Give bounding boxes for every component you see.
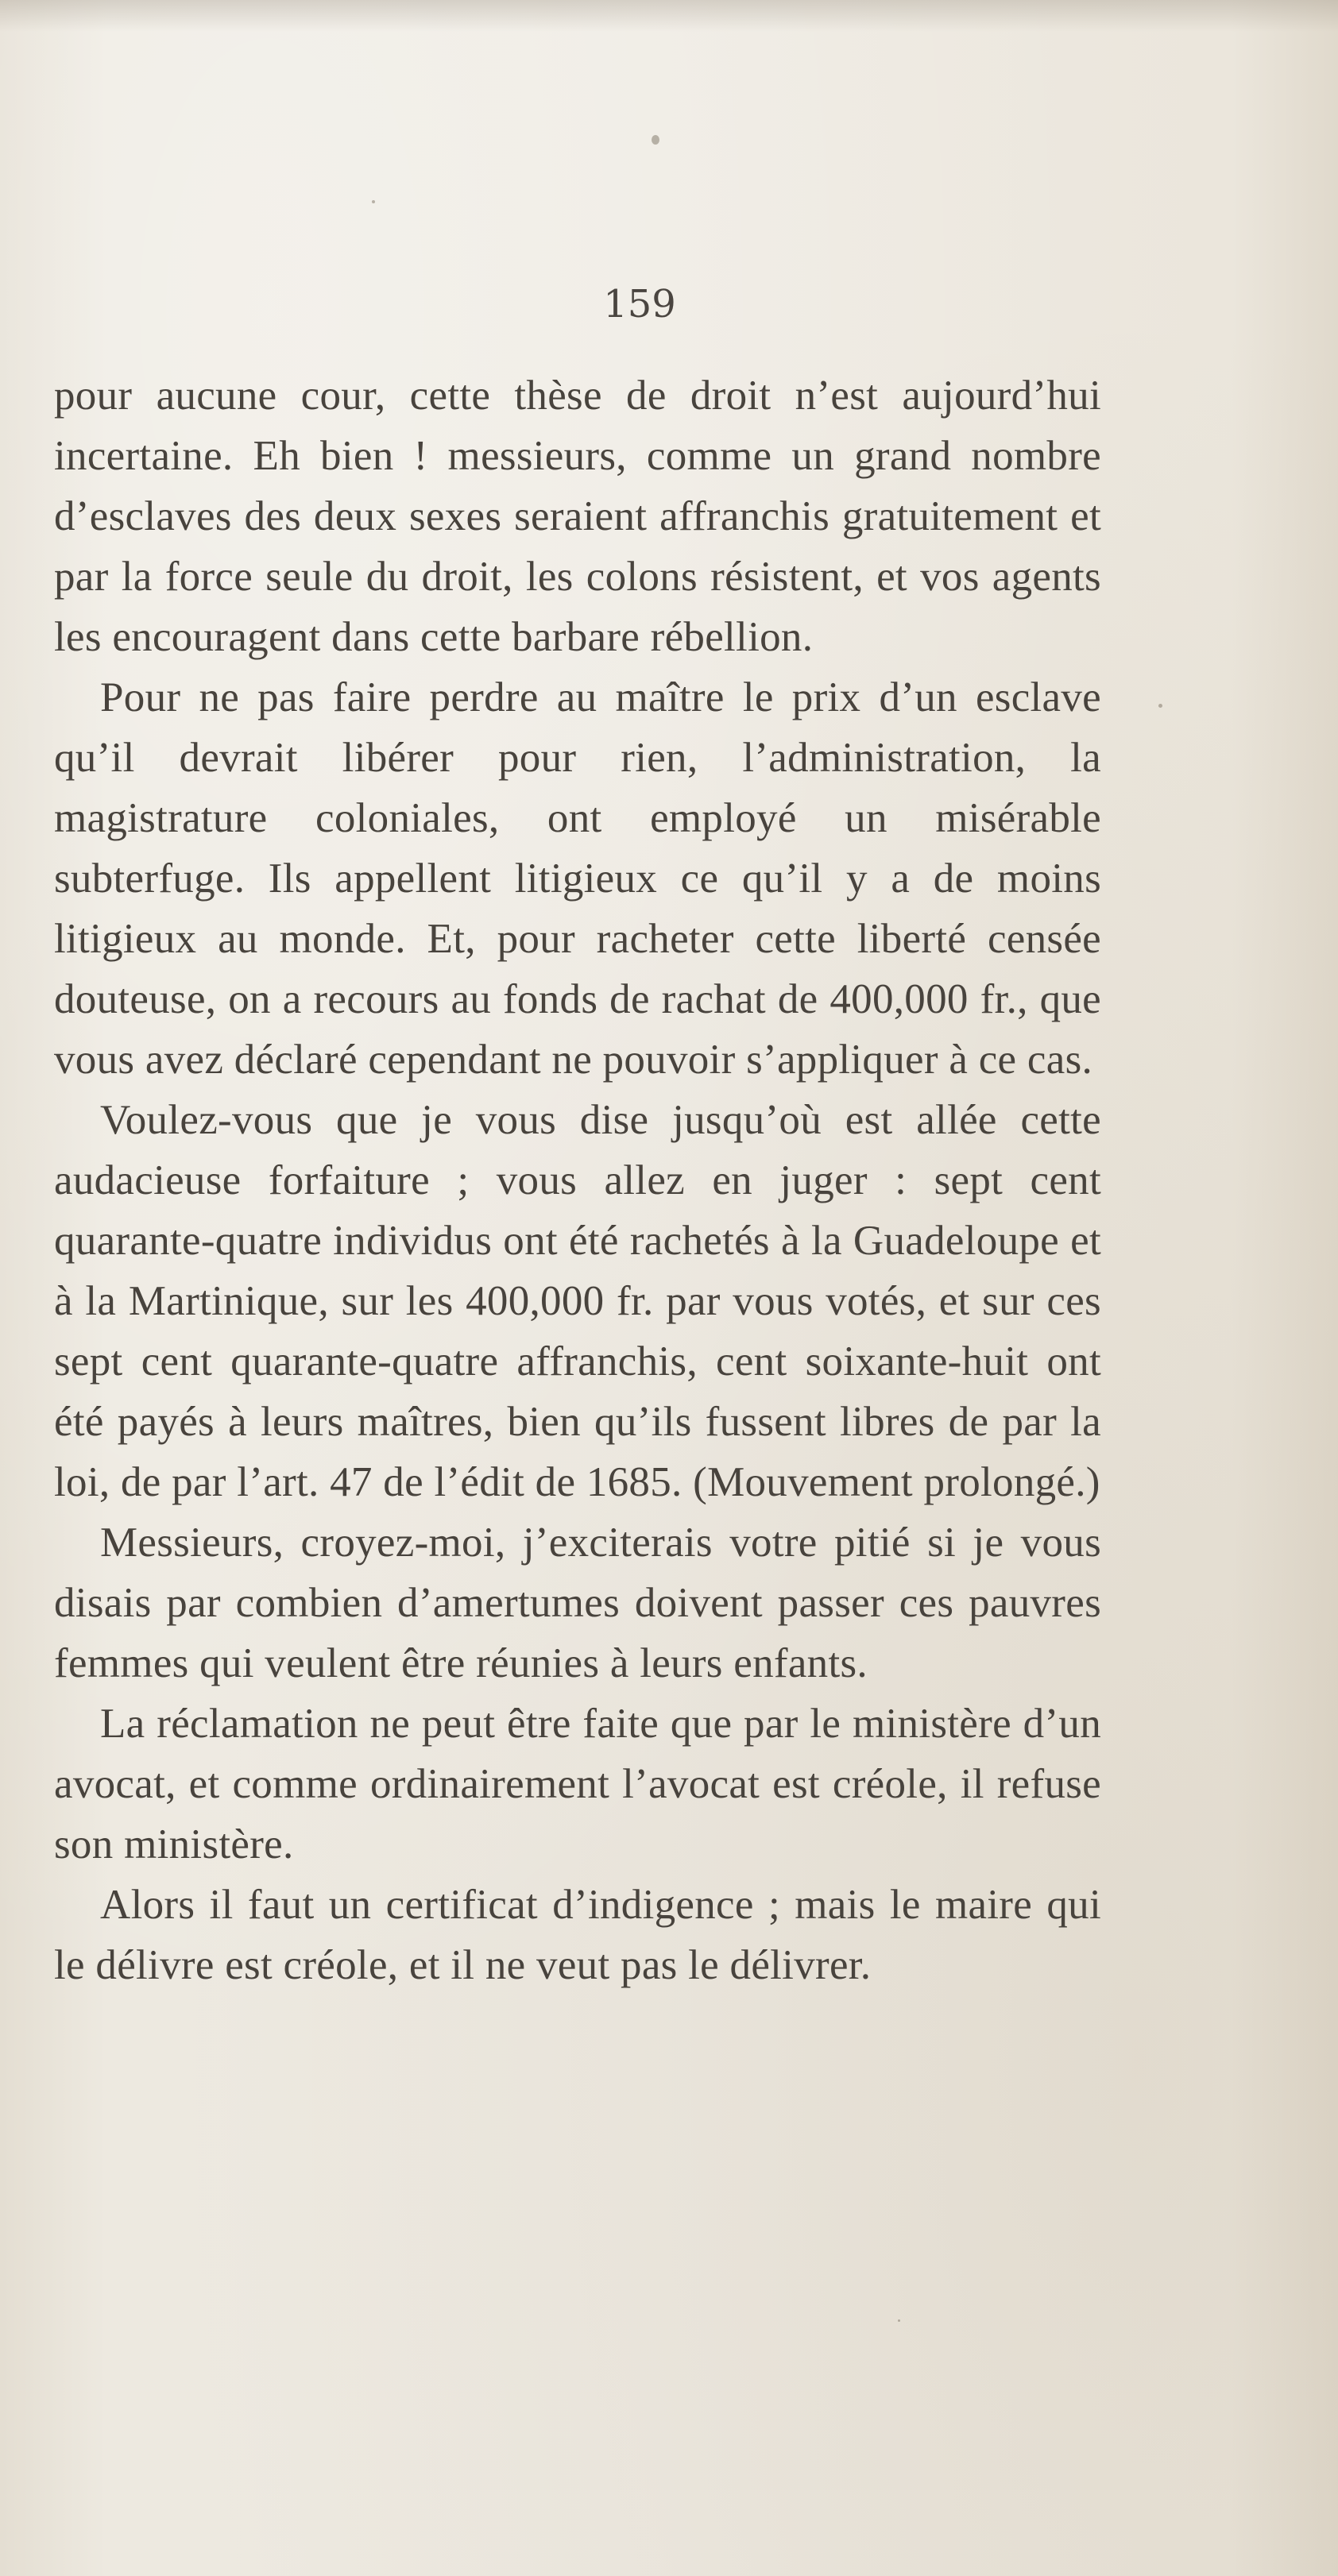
paragraph: pour aucune cour, cette thèse de droit n’est aujourd’hui incertaine. Eh bien ! messieurs, comme un grand nombre d’esclaves des deux sexes seraient affranchis gratuitement et par la force seule du droit, les colons résistent, et vos agents les encouragent dans cette barbare rébellion. xyxy=(54,373,1101,660)
paragraph: Voulez-vous que je vous dise jusqu’où est allée cette audacieuse forfaiture ; vous allez en juger : sept cent quarante-quatre individus ont été rachetés à la Guadeloupe et à la Martinique, sur les 400,000 fr. par vous votés, et sur ces sept cent quarante-quatre affranchis, cent soixante-huit ont été payés à leurs maîtres, bien qu’ils fussent libres de par la loi, de par l’art. 47 de l’édit de 1685. (Mouvement prolongé.) xyxy=(54,1097,1101,1505)
paper-speck xyxy=(372,200,375,203)
paragraph: Messieurs, croyez-moi, j’exciterais votre pitié si je vous disais par combien d’amertumes doivent passer ces pauvres femmes qui veulent être réunies à leurs enfants. xyxy=(54,1520,1101,1686)
page-number: 159 xyxy=(603,282,676,326)
body-text xyxy=(54,365,1101,1995)
paper-speck xyxy=(898,2319,900,2322)
paragraph: Pour ne pas faire perdre au maître le prix d’un esclave qu’il devrait libérer pour rien, l’administration, la magistrature coloniales, ont employé un misérable subterfuge. Ils appellent litigieux ce qu’il y a de moins litigieux au monde. Et, pour racheter cette liberté censée douteuse, on a recours au fonds de rachat de 400,000 fr., que vous avez déclaré cependant ne pouvoir s’appliquer à ce cas. xyxy=(54,674,1101,1083)
paragraph: Alors il faut un certificat d’indigence ; mais le maire qui le délivre est créole, et il ne veut pas le délivrer. xyxy=(54,1882,1101,1988)
paper-speck xyxy=(652,135,659,145)
page-edge-shadow xyxy=(0,0,1338,32)
paragraph: La réclamation ne peut être faite que par le ministère d’un avocat, et comme ordinairement l’avocat est créole, il refuse son ministère. xyxy=(54,1701,1101,1867)
paper-speck xyxy=(1158,704,1162,708)
